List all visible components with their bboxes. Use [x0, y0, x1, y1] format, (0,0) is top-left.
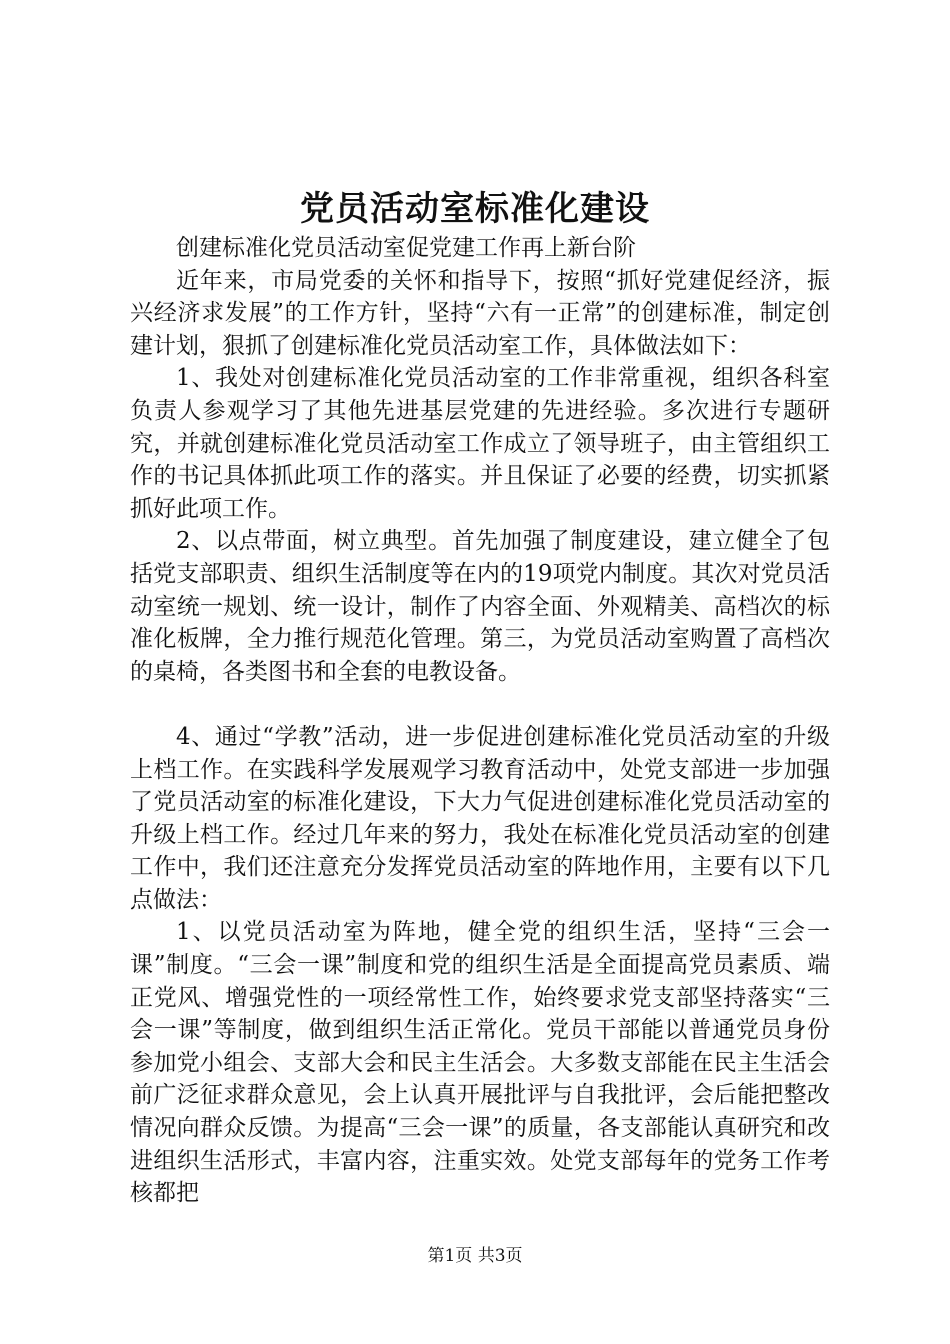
- body-paragraph: 近年来，市局党委的关怀和指导下，按照“抓好党建促经济，振兴经济求发展”的工作方针，坚持“六有一正常”的创建标准，制定创建计划，狠抓了创建标准化党员活动室工作，具体做法如下：: [130, 267, 830, 359]
- document-title: 党员活动室标准化建设: [300, 189, 650, 229]
- page-number-footer: 第1页 共3页: [427, 1246, 523, 1266]
- paragraph-spacer: [130, 688, 830, 721]
- body-paragraph: 1、以党员活动室为阵地，健全党的组织生活，坚持“三会一课”制度。“三会一课”制度和党的组织生活是全面提高党员素质、端正党风、增强党性的一项经常性工作，始终要求党支部坚持落实“三会一课”等制度，做到组织生活正常化。党员干部能以普通党员身份参加党小组会、支部大会和民主生活会。大多数支部能在民主生活会前广泛征求群众意见，会上认真开展批评与自我批评，会后能把整改情况向群众反馈。为提高“三会一课”的质量，各支部能认真研究和改进组织生活形式，丰富内容，注重实效。处党支部每年的党务工作考核都把: [130, 919, 830, 1207]
- body-paragraph: 4、通过“学教”活动，进一步促进创建标准化党员活动室的升级上档工作。在实践科学发展观学习教育活动中，处党支部进一步加强了党员活动室的标准化建设，下大力气促进创建标准化党员活动室的升级上档工作。经过几年来的努力，我处在标准化党员活动室的创建工作中，我们还注意充分发挥党员活动室的阵地作用，主要有以下几点做法：: [130, 723, 830, 913]
- subtitle-paragraph: 创建标准化党员活动室促党建工作再上新台阶: [176, 235, 636, 261]
- body-paragraph: 2、以点带面，树立典型。首先加强了制度建设，建立健全了包括党支部职责、组织生活制度等在内的19项党内制度。其次对党员活动室统一规划、统一设计，制作了内容全面、外观精美、高档次的标准化板牌，全力推行规范化管理。第三，为党员活动室购置了高档次的桌椅，各类图书和全套的电教设备。: [130, 528, 830, 685]
- document-body: [130, 232, 830, 1210]
- body-paragraph: 1、我处对创建标准化党员活动室的工作非常重视，组织各科室负责人参观学习了其他先进基层党建的先进经验。多次进行专题研究，并就创建标准化党员活动室工作成立了领导班子，由主管组织工作的书记具体抓此项工作的落实。并且保证了必要的经费，切实抓紧抓好此项工作。: [130, 365, 830, 522]
